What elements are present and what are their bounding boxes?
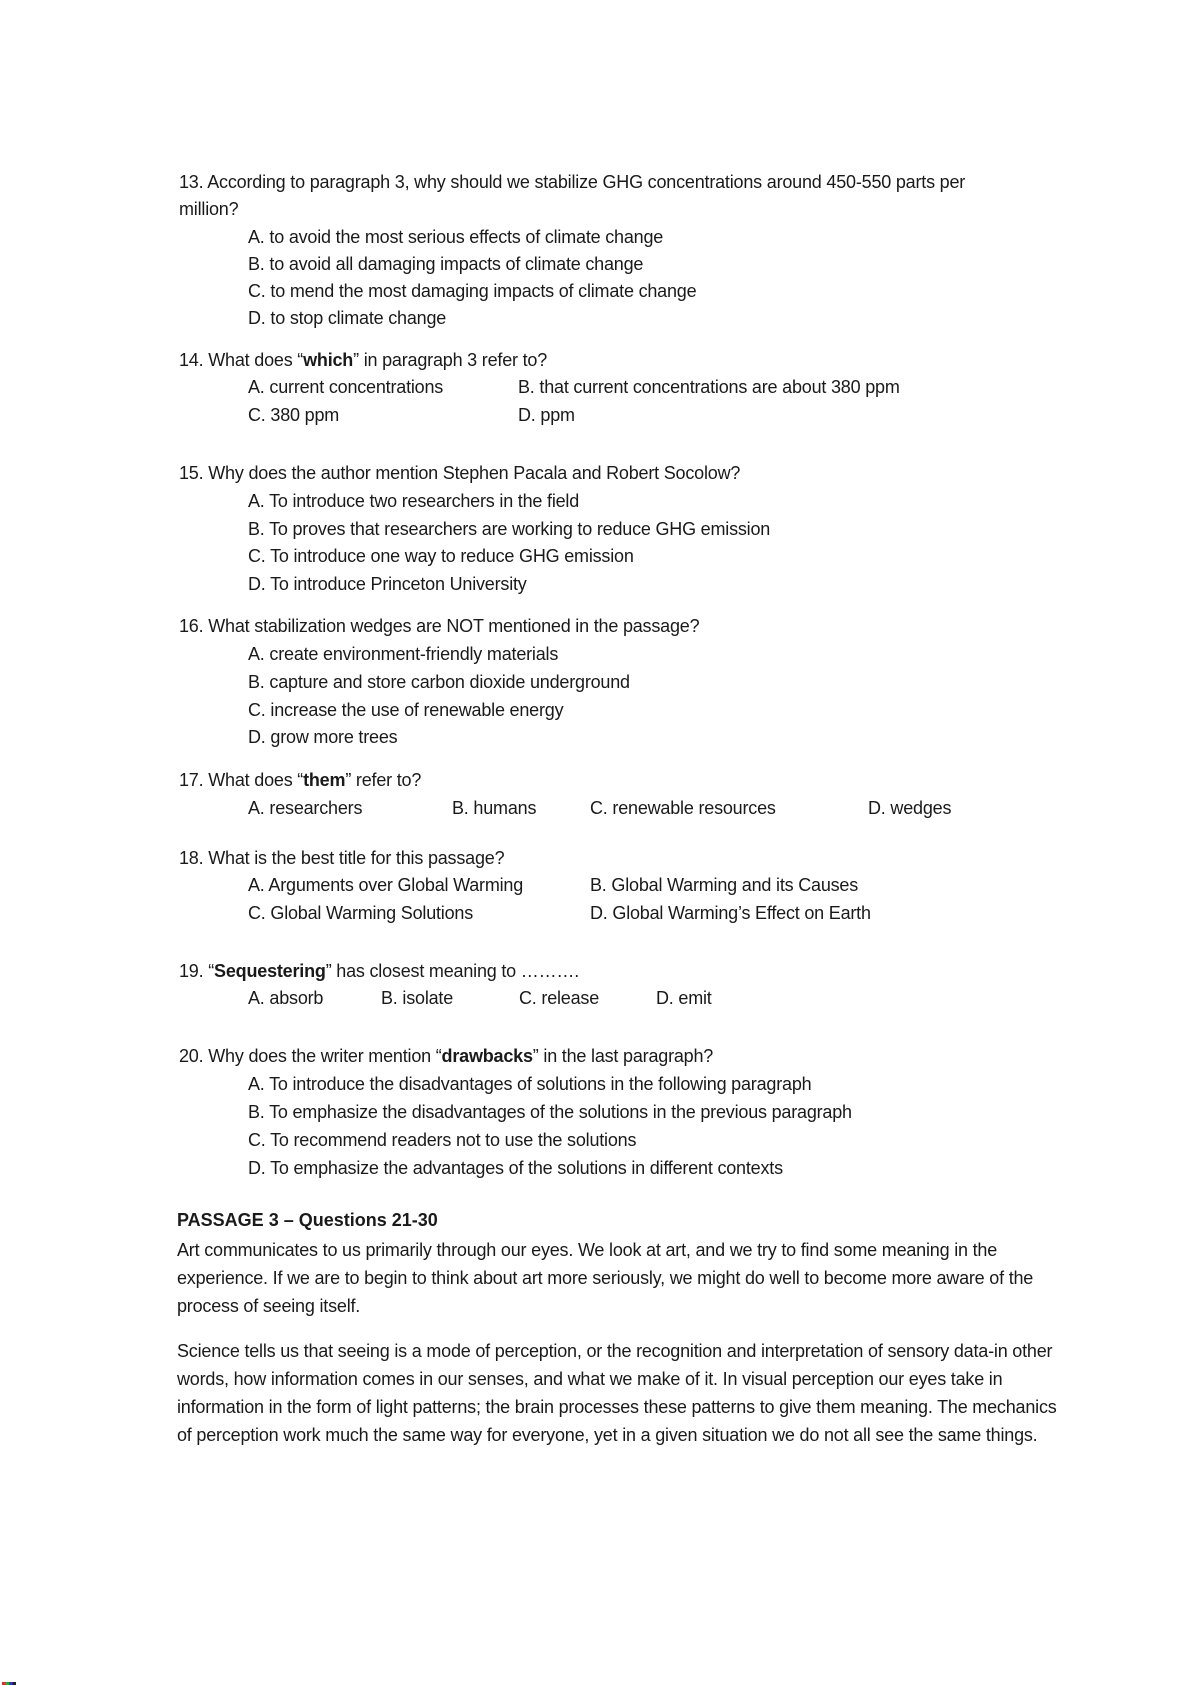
question-stem: 16. What stabilization wedges are NOT mentioned in the passage? (179, 616, 700, 636)
option-d[interactable]: D. ppm (518, 405, 575, 425)
option-c[interactable]: C. increase the use of renewable energy (248, 700, 564, 720)
keyword: them (303, 770, 346, 790)
option-d[interactable]: D. To introduce Princeton University (248, 574, 527, 594)
option-b[interactable]: B. to avoid all damaging impacts of climate change (248, 254, 644, 274)
option-a[interactable]: A. Arguments over Global Warming (248, 875, 524, 895)
option-a[interactable]: A. To introduce the disadvantages of solutions in the following paragraph (248, 1074, 812, 1094)
question-stem-continued: million? (179, 199, 239, 219)
question-stem: 14. What does “which” in paragraph 3 refer to? (179, 350, 548, 370)
option-c[interactable]: C. To recommend readers not to use the solutions (248, 1130, 637, 1150)
passage-paragraph-2: Science tells us that seeing is a mode of perception, or the recognition and interpretation of sensory data-in other words, how information comes in our senses, and what we make of it. In visual perception our eyes take in information in the form of light patterns; the brain processes these patterns to give them meaning. The mechanics of perception work much the same way for everyone, yet in a given situation we do not all see the same things. (177, 1341, 1057, 1445)
option-a[interactable]: A. To introduce two researchers in the field (248, 491, 580, 511)
option-c[interactable]: C. release (519, 988, 600, 1008)
option-d[interactable]: D. Global Warming’s Effect on Earth (590, 903, 871, 923)
option-d[interactable]: D. grow more trees (248, 727, 398, 747)
option-b[interactable]: B. To emphasize the disadvantages of the solutions in the previous paragraph (248, 1102, 852, 1122)
keyword: which (303, 350, 354, 370)
question-stem: 20. Why does the writer mention “drawbacks” in the last paragraph? (179, 1046, 714, 1066)
option-c[interactable]: C. 380 ppm (248, 405, 340, 425)
option-a[interactable]: A. absorb (248, 988, 324, 1008)
question-stem: 19. “Sequestering” has closest meaning to ………. (179, 961, 579, 981)
question-stem: 15. Why does the author mention Stephen Pacala and Robert Socolow? (179, 463, 741, 483)
option-c[interactable]: C. renewable resources (590, 798, 776, 818)
keyword: Sequestering (214, 961, 326, 981)
option-a[interactable]: A. current concentrations (248, 377, 444, 397)
option-d[interactable]: D. To emphasize the advantages of the solutions in different contexts (248, 1158, 783, 1178)
option-b[interactable]: B. humans (452, 798, 537, 818)
option-b[interactable]: B. Global Warming and its Causes (590, 875, 859, 895)
option-c[interactable]: C. to mend the most damaging impacts of climate change (248, 281, 697, 301)
option-b[interactable]: B. isolate (381, 988, 454, 1008)
passage-heading: PASSAGE 3 – Questions 21-30 (177, 1210, 438, 1230)
passage-paragraph-1: Art communicates to us primarily through our eyes. We look at art, and we try to find some meaning in the experience. If we are to begin to think about art more seriously, we might do well to become more aware of the process of seeing itself. (177, 1240, 1034, 1316)
option-b[interactable]: B. To proves that researchers are working to reduce GHG emission (248, 519, 771, 539)
option-a[interactable]: A. create environment-friendly materials (248, 644, 559, 664)
question-stem: 13. According to paragraph 3, why should we stabilize GHG concentrations around 450-550 parts per (179, 172, 966, 192)
question-stem: 17. What does “them” refer to? (179, 770, 422, 790)
option-c[interactable]: C. Global Warming Solutions (248, 903, 474, 923)
option-b[interactable]: B. capture and store carbon dioxide underground (248, 672, 630, 692)
option-d[interactable]: D. to stop climate change (248, 308, 447, 328)
option-d[interactable]: D. wedges (868, 798, 952, 818)
option-c[interactable]: C. To introduce one way to reduce GHG emission (248, 546, 634, 566)
option-a[interactable]: A. to avoid the most serious effects of climate change (248, 227, 664, 247)
keyword: drawbacks (441, 1046, 533, 1066)
option-d[interactable]: D. emit (656, 988, 712, 1008)
question-stem: 18. What is the best title for this passage? (179, 848, 505, 868)
option-a[interactable]: A. researchers (248, 798, 363, 818)
option-b[interactable]: B. that current concentrations are about 380 ppm (518, 377, 900, 397)
